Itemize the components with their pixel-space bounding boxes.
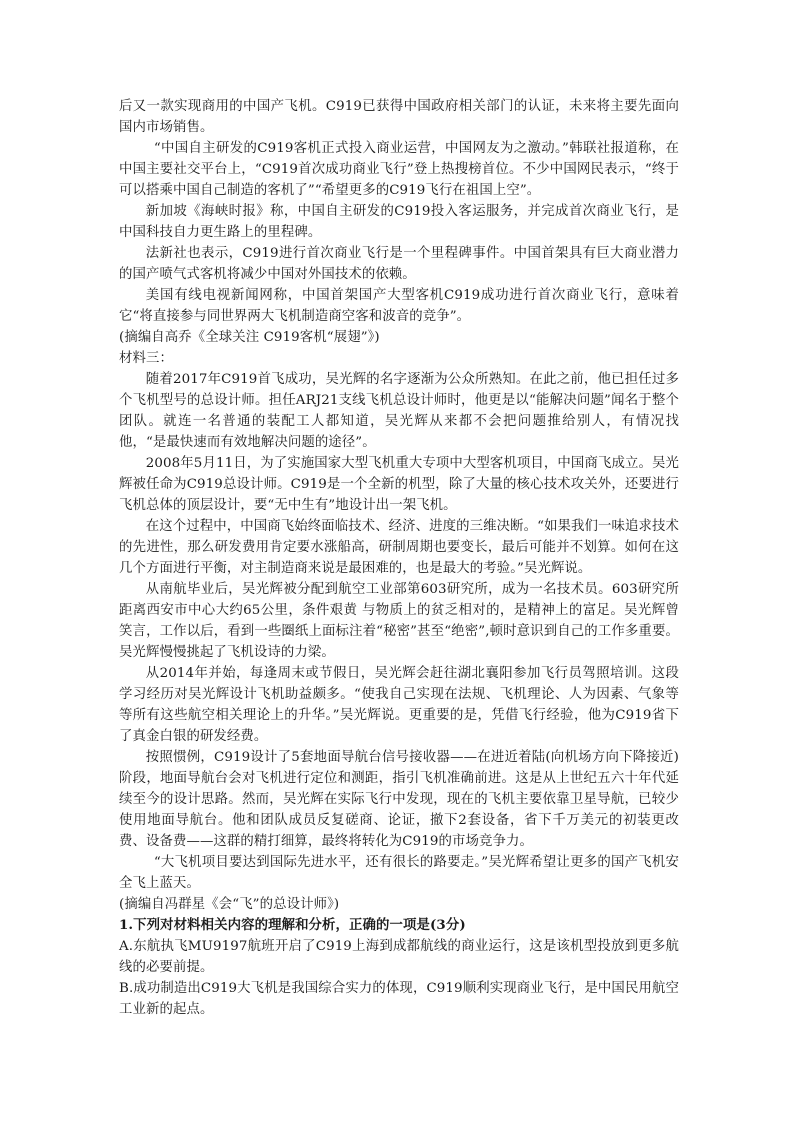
source-citation-2: (摘编自高乔《全球关注 C919客机“展翅”》)	[119, 330, 380, 345]
paragraph-m3-4: 从南航毕业后，吴光辉被分配到航空工业部第603研究所，成为一名技术员。603研究所距离西安市中心大约65公里，条件艰黄 与物质上的贫乏相对的，是精神上的富足。吴光辉曾笑言，工作以后，看到一些圈纸上面标注着“秘密”甚至“绝密”,顿时意识到自己的工作多重要。吴光辉慢慢挑起了飞机设诗的力梁。	[119, 582, 679, 660]
paragraph-m3-1: 随着2017年C919首飞成功，吴光辉的名字逐渐为公众所熟知。在此之前，他已担任过多个飞机型号的总设计师。担任ARJ21支线飞机总设计师时，他更是以“能解决问题”闻名于整个团队。就连一名普通的装配工人都知道，吴光辉从来都不会把问题推给别人，有情况找他，“是最快速而有效地解决问题的途径”。	[119, 372, 679, 450]
option-b: B.成功制造出C919大飞机是我国综合实力的体现，C919顺利实现商业飞行，是中国民用航空工业新的起点。	[119, 981, 679, 1017]
document-page	[119, 96, 679, 1020]
source-citation-3: (摘编自冯群星《会“飞”的总设计师》)	[119, 897, 340, 912]
paragraph-cnn: 美国有线电视新闻网称，中国首架国产大型客机C919成功进行首次商业飞行，意味着它“将直接参与同世界两大飞机制造商空客和波音的竞争”。	[119, 288, 679, 324]
paragraph-m3-6: 按照惯例，C919设计了5套地面导航台信号接收器——在进近着陆(向机场方向下降接近)阶段，地面导航台会对飞机进行定位和测距，指引飞机准确前进。这是从上世纪五六十年代延续至今的设计思路。然而，吴光辉在实际飞行中发现，现在的飞机主要依靠卫星导航，已较少使用地面导航台。他和团队成员反复磋商、论证，撤下2套设备，省下千万美元的初装更改费、设备费——这群的精打细算，最终将转化为C919的市场竞争力。	[119, 750, 679, 849]
paragraph-continued: 后又一款实现商用的中国产飞机。C919已获得中国政府相关部门的认证，未来将主要先面向国内市场销售。	[119, 99, 679, 135]
material-3-heading: 材料三：	[119, 351, 173, 366]
paragraph-straits-times: 新加坡《海峡时报》称，中国自主研发的C919投入客运服务，并完成首次商业飞行，是中国科技自力更生路上的里程碑。	[119, 204, 679, 240]
paragraph-m3-3: 在这个过程中，中国商飞始终面临技术、经济、进度的三维决断。“如果我们一味追求技术的先进性，那么研发费用肯定要水涨船高，研制周期也要变长，最后可能并不划算。如何在这几个方面进行平衡，对主制造商来说是最困难的，也是最大的考验。”吴光辉说。	[119, 519, 679, 576]
paragraph-m3-2: 2008年5月11日，为了实施国家大型飞机重大专项中大型客机项目，中国商飞成立。吴光辉被任命为C919总设计师。C919是一个全新的机型，除了大量的核心技术攻关外，还要进行飞机总体的顶层设计，要“无中生有”地设计出一架飞机。	[119, 456, 679, 513]
paragraph-m3-5: 从2014年并始，每逢周末或节假日，吴光辉会赶往湖北襄阳参加飞行员驾照培训。这段学习经历对吴光辉设计飞机助益颇多。“使我自己实现在法规、飞机理论、人为因素、气象等等所有这些航空相关理论上的升华。”吴光辉说。更重要的是，凭借飞行经验，他为C919省下了真金白银的研发经费。	[119, 666, 679, 744]
paragraph-m3-7: “大飞机项目要达到国际先进水平，还有很长的路要走。”吴光辉希望让更多的国产飞机安全飞上蓝天。	[119, 855, 679, 891]
paragraph-korean-report: “中国自主研发的C919客机正式投入商业运营，中国网友为之激动。”韩联社报道称，在中国主要社交平台上，“C919首次成功商业飞行”登上热搜榜首位。不少中国网民表示，“终于可以搭乘中国自己制造的客机了”“希望更多的C919飞行在祖国上空”。	[119, 141, 679, 198]
option-a: A.东航执飞MU9197航班开启了C919上海到成都航线的商业运行，这是该机型投放到更多航线的必要前提。	[119, 939, 679, 975]
question-1: 1.下列对材料相关内容的理解和分析，正确的一项是(3分)	[119, 917, 466, 933]
paragraph-afp: 法新社也表示，C919进行首次商业飞行是一个里程碑事件。中国首架具有巨大商业潜力的国产喷气式客机将减少中国对外国技术的依赖。	[119, 246, 679, 282]
